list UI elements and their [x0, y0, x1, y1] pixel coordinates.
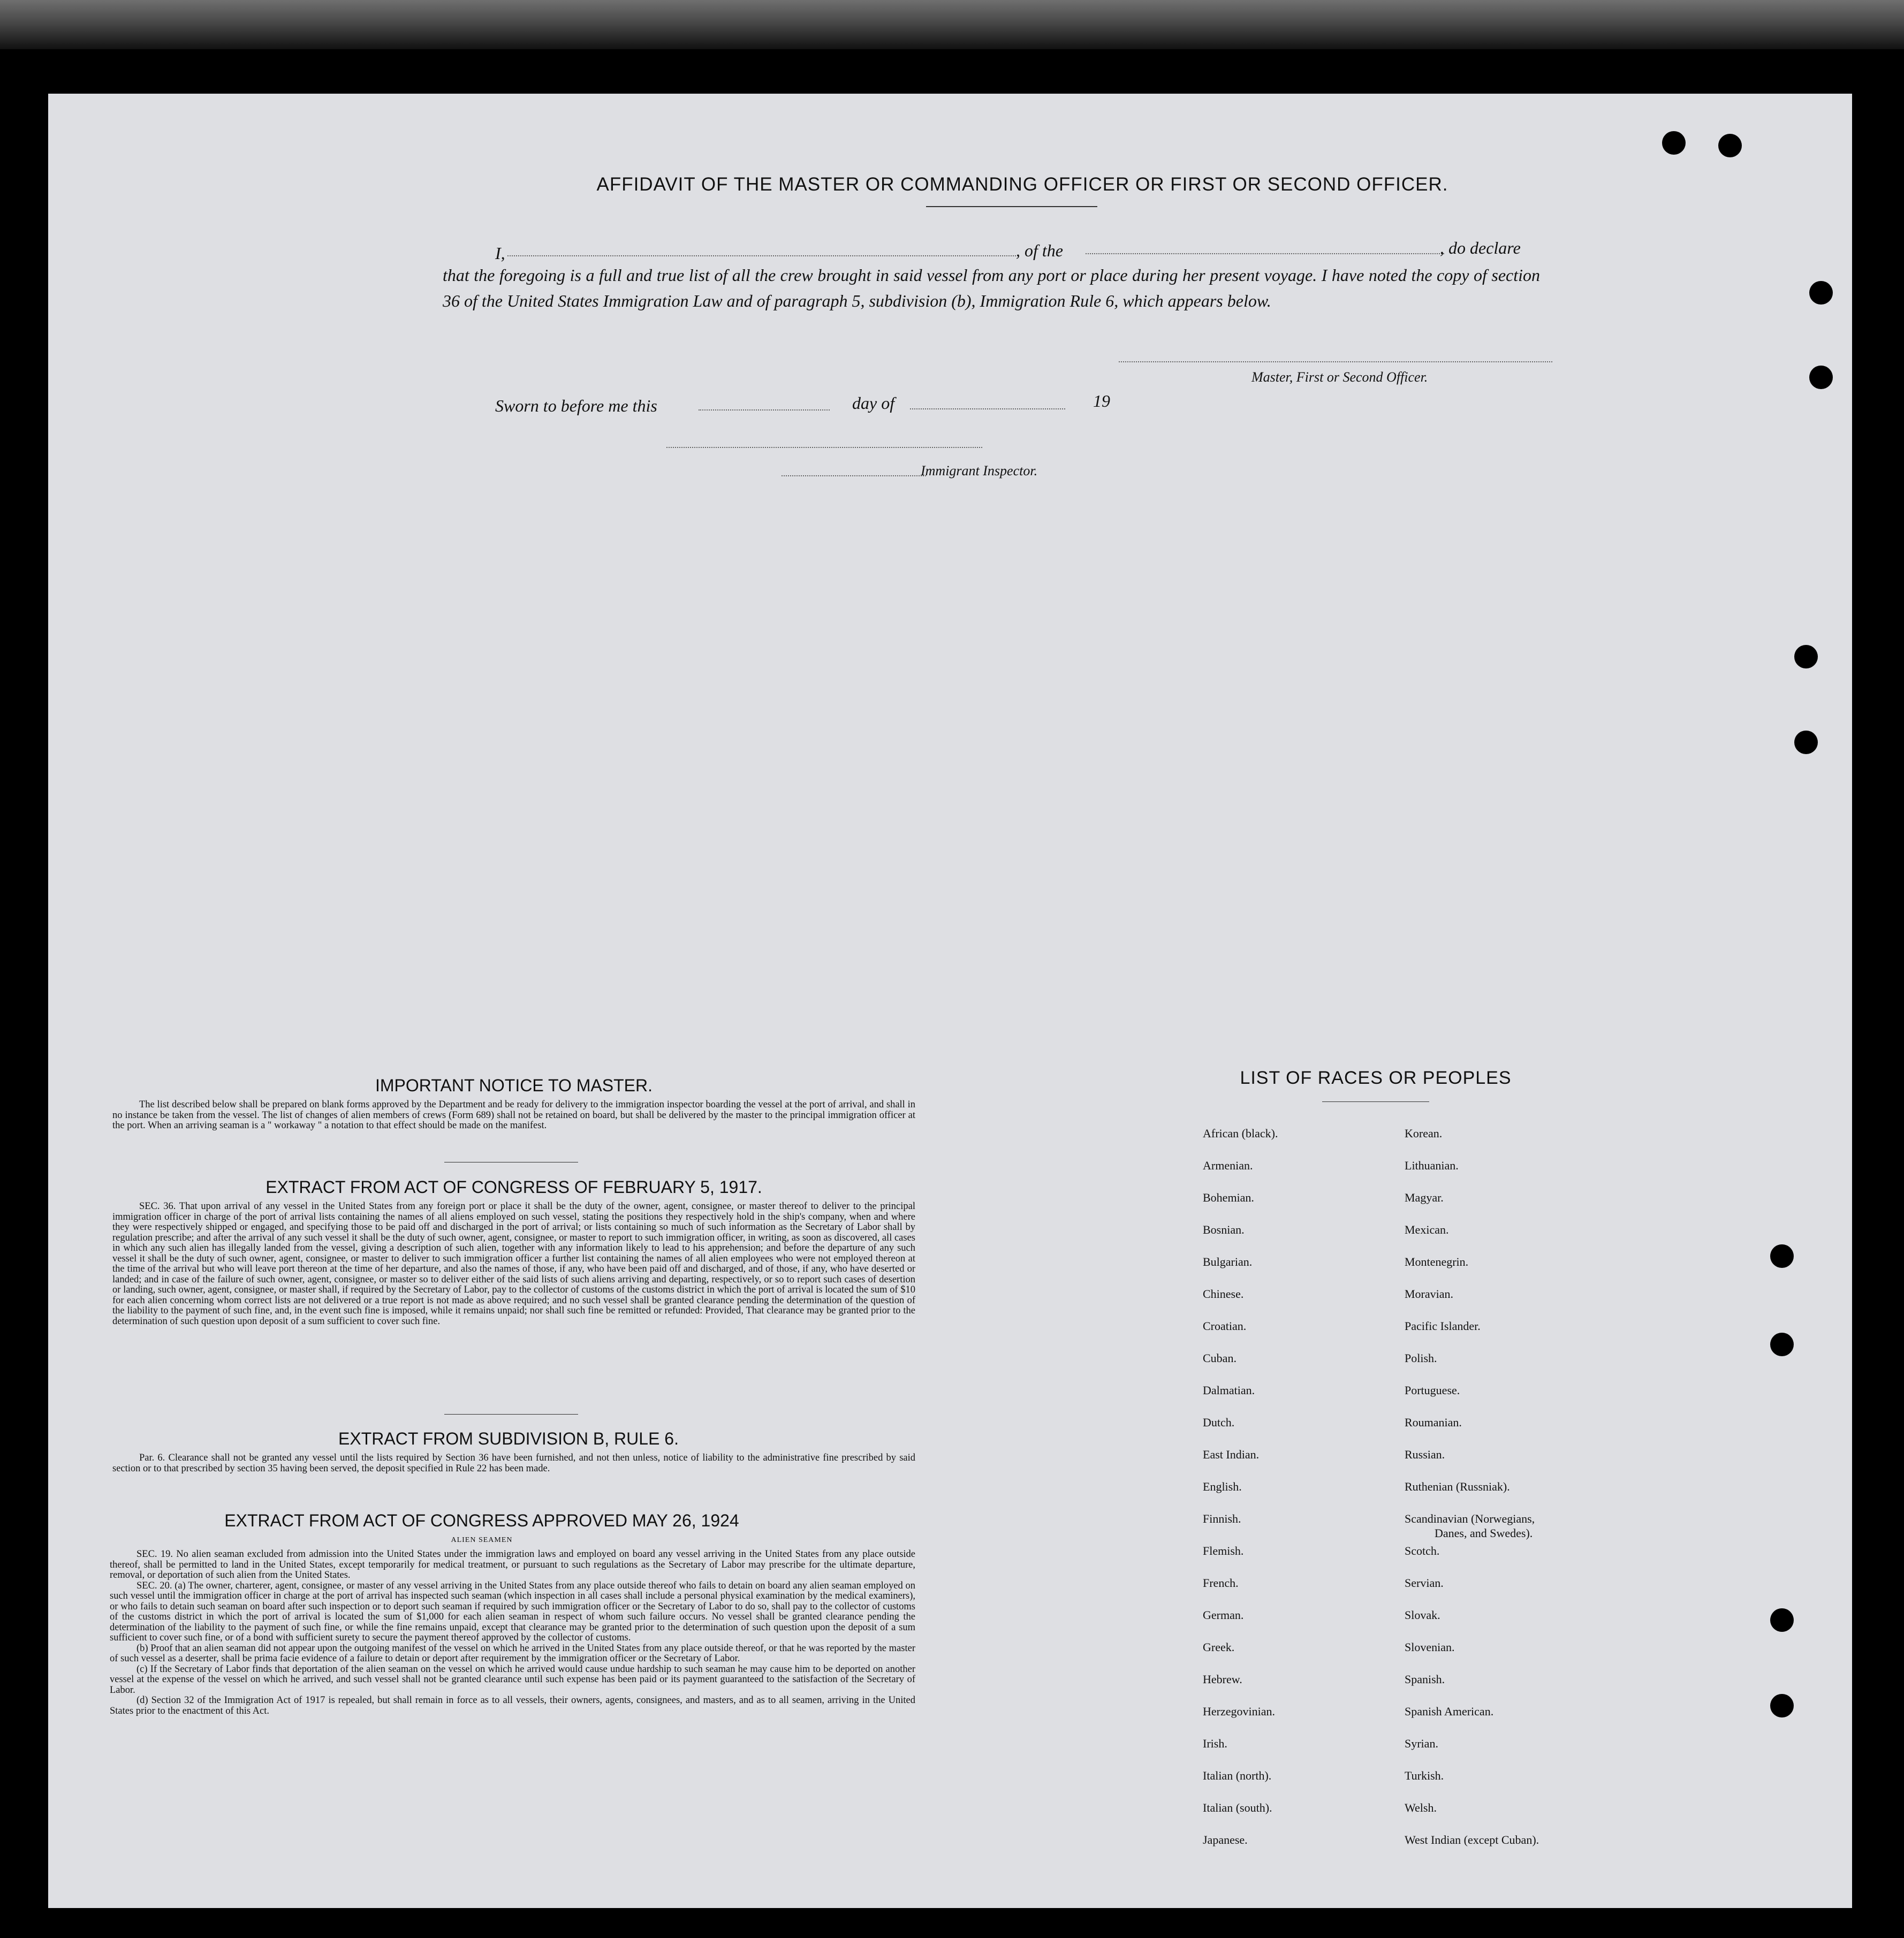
race-item: Irish.: [1203, 1737, 1227, 1750]
race-item: Spanish American.: [1405, 1705, 1494, 1718]
name-field[interactable]: [507, 255, 1016, 256]
race-item: Korean.: [1405, 1127, 1443, 1140]
extract-1924-title: EXTRACT FROM ACT OF CONGRESS APPROVED MAY 26, 1924: [224, 1511, 739, 1530]
punch-hole: [1770, 1333, 1794, 1356]
alien-seamen-subtitle: ALIEN SEAMEN: [451, 1536, 513, 1544]
race-item: Dalmatian.: [1203, 1384, 1255, 1397]
section-36-paragraph: SEC. 36. That upon arrival of any vessel in the United States from any foreign port or place it shall be the duty of the owner, agent, consignee, or master thereof to deliver to the principal immigration officer in charge of the port of arrival lists containing the names of all aliens employed on such vessel, stating the positions they respectively hold in the ship's company, when and where they were respectively shipped or engaged, and specifying those to be paid off and discharged in the port of arrival; or lists containing so much of such information as the Secretary of Labor shall by regulation prescribe; and after the arrival of any such vessel it shall be the duty of such owner, agent, consignee, or master to report to such immigration officer, in writing, as soon as discovered, all cases in which any such alien has illegally landed from the vessel, giving a description of such alien, together with any information likely to lead to his apprehension; and before the departure of any such vessel it shall be the duty of such owner, agent, consignee, or master to deliver to such immigration officer a further list containing the names of all alien employees who were not employed thereon at the time of the arrival but who will leave port thereon at the time of her departure, and also the names of those, if any, who have been paid off and discharged, and of those, if any, who have deserted or landed; and in case of the failure of such owner, agent, consignee, or master so to deliver either of the said lists of such aliens arriving and departing, respectively, or so to report such cases of desertion or landing, such owner, agent, consignee, or master shall, if required by the Secretary of Labor, pay to the collector of customs of the customs district in which the port of arrival is located the sum of $10 for each alien concerning whom correct lists are not delivered or a true report is not made as above required; and no such vessel shall be granted clearance pending the determination of the question of the liability to the payment of such fine, and, in the event such fine is imposed, while it remains unpaid; nor shall such fine be remitted or refunded: Provided, That clearance may be granted prior to the determination of such question upon deposit of a sum sufficient to cover such fine.: [112, 1201, 915, 1327]
scan-top-edge: [0, 0, 1904, 49]
vessel-field[interactable]: [1086, 253, 1444, 254]
section-20d-paragraph: (d) Section 32 of the Immigration Act of 1917 is repealed, but shall remain in force as to all vessels, their owners, agents, consignees, and masters, and as to all seamen, arriving in the United States prior to the enactment of this Act.: [110, 1695, 915, 1716]
race-item: Cuban.: [1203, 1351, 1237, 1365]
extract-rule6-text: [112, 1453, 915, 1474]
punch-hole: [1794, 731, 1818, 754]
race-item: Servian.: [1405, 1576, 1444, 1590]
race-item: Welsh.: [1405, 1801, 1437, 1814]
race-item: Dutch.: [1203, 1416, 1235, 1429]
race-item: Italian (north).: [1203, 1769, 1272, 1782]
race-item: Slovak.: [1405, 1608, 1440, 1622]
race-item: Scotch.: [1405, 1544, 1440, 1557]
race-item: Scandinavian (Norwegians,: [1405, 1512, 1535, 1525]
paragraph-6: Par. 6. Clearance shall not be granted any vessel until the lists required by Section 36 have been furnished, and not then unless, notice of liability to the administrative fine prescribed by said section or to that prescribed by section 35 having been served, the deposit specified in Rule 22 has been made.: [112, 1453, 915, 1474]
race-item: Pacific Islander.: [1405, 1319, 1481, 1333]
punch-hole: [1718, 134, 1742, 157]
race-item: West Indian (except Cuban).: [1405, 1833, 1539, 1846]
race-item: Hebrew.: [1203, 1673, 1242, 1686]
race-item: Ruthenian (Russniak).: [1405, 1480, 1510, 1493]
punch-hole: [1662, 131, 1686, 155]
race-item: Chinese.: [1203, 1287, 1244, 1301]
affidavit-title: AFFIDAVIT OF THE MASTER OR COMMANDING OFFICER OR FIRST OR SECOND OFFICER.: [596, 174, 1448, 195]
race-item: Portuguese.: [1405, 1384, 1460, 1397]
extract-1924-text: [110, 1549, 915, 1716]
day-of-label: day of: [852, 393, 895, 413]
races-title: LIST OF RACES OR PEOPLES: [1240, 1068, 1512, 1088]
race-item: Finnish.: [1203, 1512, 1241, 1525]
affidavit-statement: that the foregoing is a full and true list of all the crew brought in said vessel from any port or place during her present voyage. I have noted the copy of section 36 of the United States Immigration Law and of paragraph 5, subdivision (b), Immigration Rule 6, which appears below.: [443, 265, 1540, 310]
race-item: Slovenian.: [1405, 1640, 1455, 1654]
race-item: Bohemian.: [1203, 1191, 1254, 1204]
section-20a-paragraph: SEC. 20. (a) The owner, charterer, agent, consignee, or master of any vessel arriving in the United States from any place outside thereof who fails to detain on board any alien seaman employed on such vessel until the immigration officer in charge at the port of arrival has inspected such seaman (which inspection in all cases shall include a personal physical examination by the medical examiners), or who fails to detain such seaman on board after such inspection or to deport such seaman if required by such immigration officer or the Secretary of Labor to do so, shall pay to the collector of customs of the customs district in which the port of arrival is located the sum of $1,000 for each alien seaman in respect of whom such failure occurs. No vessel shall be granted clearance pending the determination of the liability to the payment of such fine, or while the fine remains unpaid, except that clearance may be granted prior to the determination of such question upon the deposit of a sum sufficient to cover such fine, or of a bond with sufficient surety to secure the payment thereof approved by the collector of customs.: [110, 1580, 915, 1643]
divider: [444, 1414, 578, 1415]
month-field[interactable]: [910, 408, 1065, 409]
extract-1917-text: [112, 1202, 915, 1327]
i-label: I,: [495, 244, 505, 263]
race-item: English.: [1203, 1480, 1242, 1493]
punch-hole: [1770, 1244, 1794, 1268]
punch-hole: [1770, 1694, 1794, 1717]
race-item: Lithuanian.: [1405, 1159, 1459, 1172]
race-item: Croatian.: [1203, 1319, 1247, 1333]
race-item: Bosnian.: [1203, 1223, 1245, 1236]
race-item: Armenian.: [1203, 1159, 1253, 1172]
inspector-field-2[interactable]: [782, 475, 926, 476]
race-item: Russian.: [1405, 1448, 1445, 1461]
sworn-label: Sworn to before me this: [495, 396, 657, 415]
punch-hole: [1770, 1608, 1794, 1632]
punch-hole: [1794, 645, 1818, 668]
section-19-paragraph: SEC. 19. No alien seaman excluded from admission into the United States under the immigration laws and employed on board any vessel arriving in the United States from any place outside thereof, shall be permitted to land in the United States, except temporarily for medical treatment, or pursuant to such regulations as the Secretary of Labor may prescribe for the ultimate departure, removal, or deportation of such alien from the United States.: [110, 1549, 915, 1580]
race-item: Moravian.: [1405, 1287, 1454, 1301]
section-20c-paragraph: (c) If the Secretary of Labor finds that deportation of the alien seaman on the vessel on which he arrived would cause undue hardship to such seaman he may cause him to be deported on another vessel at the expense of the vessel on which he arrived, and such vessel shall not be granted clearance until such expense has been paid or its payment guaranteed to the satisfaction of the Secretary of Labor.: [110, 1663, 915, 1696]
divider: [1322, 1101, 1429, 1102]
notice-title: IMPORTANT NOTICE TO MASTER.: [375, 1076, 653, 1095]
notice-paragraph: The list described below shall be prepared on blank forms approved by the Department and be ready for delivery to the immigration inspector boarding the vessel at the port of arrival, and shall in no instance be taken from the vessel. The list of changes of alien members of crews (Form 689) shall not be retained on board, but shall be delivered by the master to the principal immigration officer at the port. When an arriving seaman is a " workaway " a notation to that effect should be made on the manifest.: [112, 1099, 915, 1131]
notice-text: [112, 1100, 915, 1131]
extract-rule6-title: EXTRACT FROM SUBDIVISION B, RULE 6.: [338, 1429, 679, 1448]
race-item: Danes, and Swedes).: [1435, 1526, 1533, 1540]
inspector-field[interactable]: [666, 447, 982, 448]
race-item: Turkish.: [1405, 1769, 1444, 1782]
race-item: French.: [1203, 1576, 1239, 1590]
signature-field[interactable]: [1119, 361, 1552, 362]
race-item: Herzegovinian.: [1203, 1705, 1275, 1718]
race-item: East Indian.: [1203, 1448, 1260, 1461]
race-item: German.: [1203, 1608, 1244, 1622]
race-item: Bulgarian.: [1203, 1255, 1253, 1268]
day-field[interactable]: [699, 409, 830, 411]
of-the-label: , of the: [1016, 241, 1063, 260]
do-declare-label: , do declare: [1440, 238, 1521, 257]
race-item: Italian (south).: [1203, 1801, 1272, 1814]
signature-label: Master, First or Second Officer.: [1251, 369, 1428, 385]
section-20b-paragraph: (b) Proof that an alien seaman did not appear upon the outgoing manifest of the vessel on which he arrived in the United States from any place outside thereof, or that he was reported by the master of such vessel as a deserter, shall be prima facie evidence of a failure to detain or deport after requirement by the immigration officer or the Secretary of Labor.: [110, 1643, 915, 1664]
race-item: African (black).: [1203, 1127, 1278, 1140]
race-item: Roumanian.: [1405, 1416, 1462, 1429]
divider: [926, 206, 1097, 207]
race-item: Montenegrin.: [1405, 1255, 1469, 1268]
extract-1917-title: EXTRACT FROM ACT OF CONGRESS OF FEBRUARY 5, 1917.: [266, 1177, 762, 1197]
race-item: Mexican.: [1405, 1223, 1449, 1236]
race-item: Japanese.: [1203, 1833, 1248, 1846]
race-item: Flemish.: [1203, 1544, 1244, 1557]
manifest-page: [48, 94, 1852, 1908]
punch-hole: [1809, 366, 1833, 389]
race-item: Greek.: [1203, 1640, 1235, 1654]
punch-hole: [1809, 281, 1833, 305]
race-item: Magyar.: [1405, 1191, 1444, 1204]
race-item: Syrian.: [1405, 1737, 1438, 1750]
year-label: 19: [1093, 391, 1110, 411]
inspector-label: Immigrant Inspector.: [921, 463, 1038, 478]
race-item: Spanish.: [1405, 1673, 1445, 1686]
race-item: Polish.: [1405, 1351, 1437, 1365]
